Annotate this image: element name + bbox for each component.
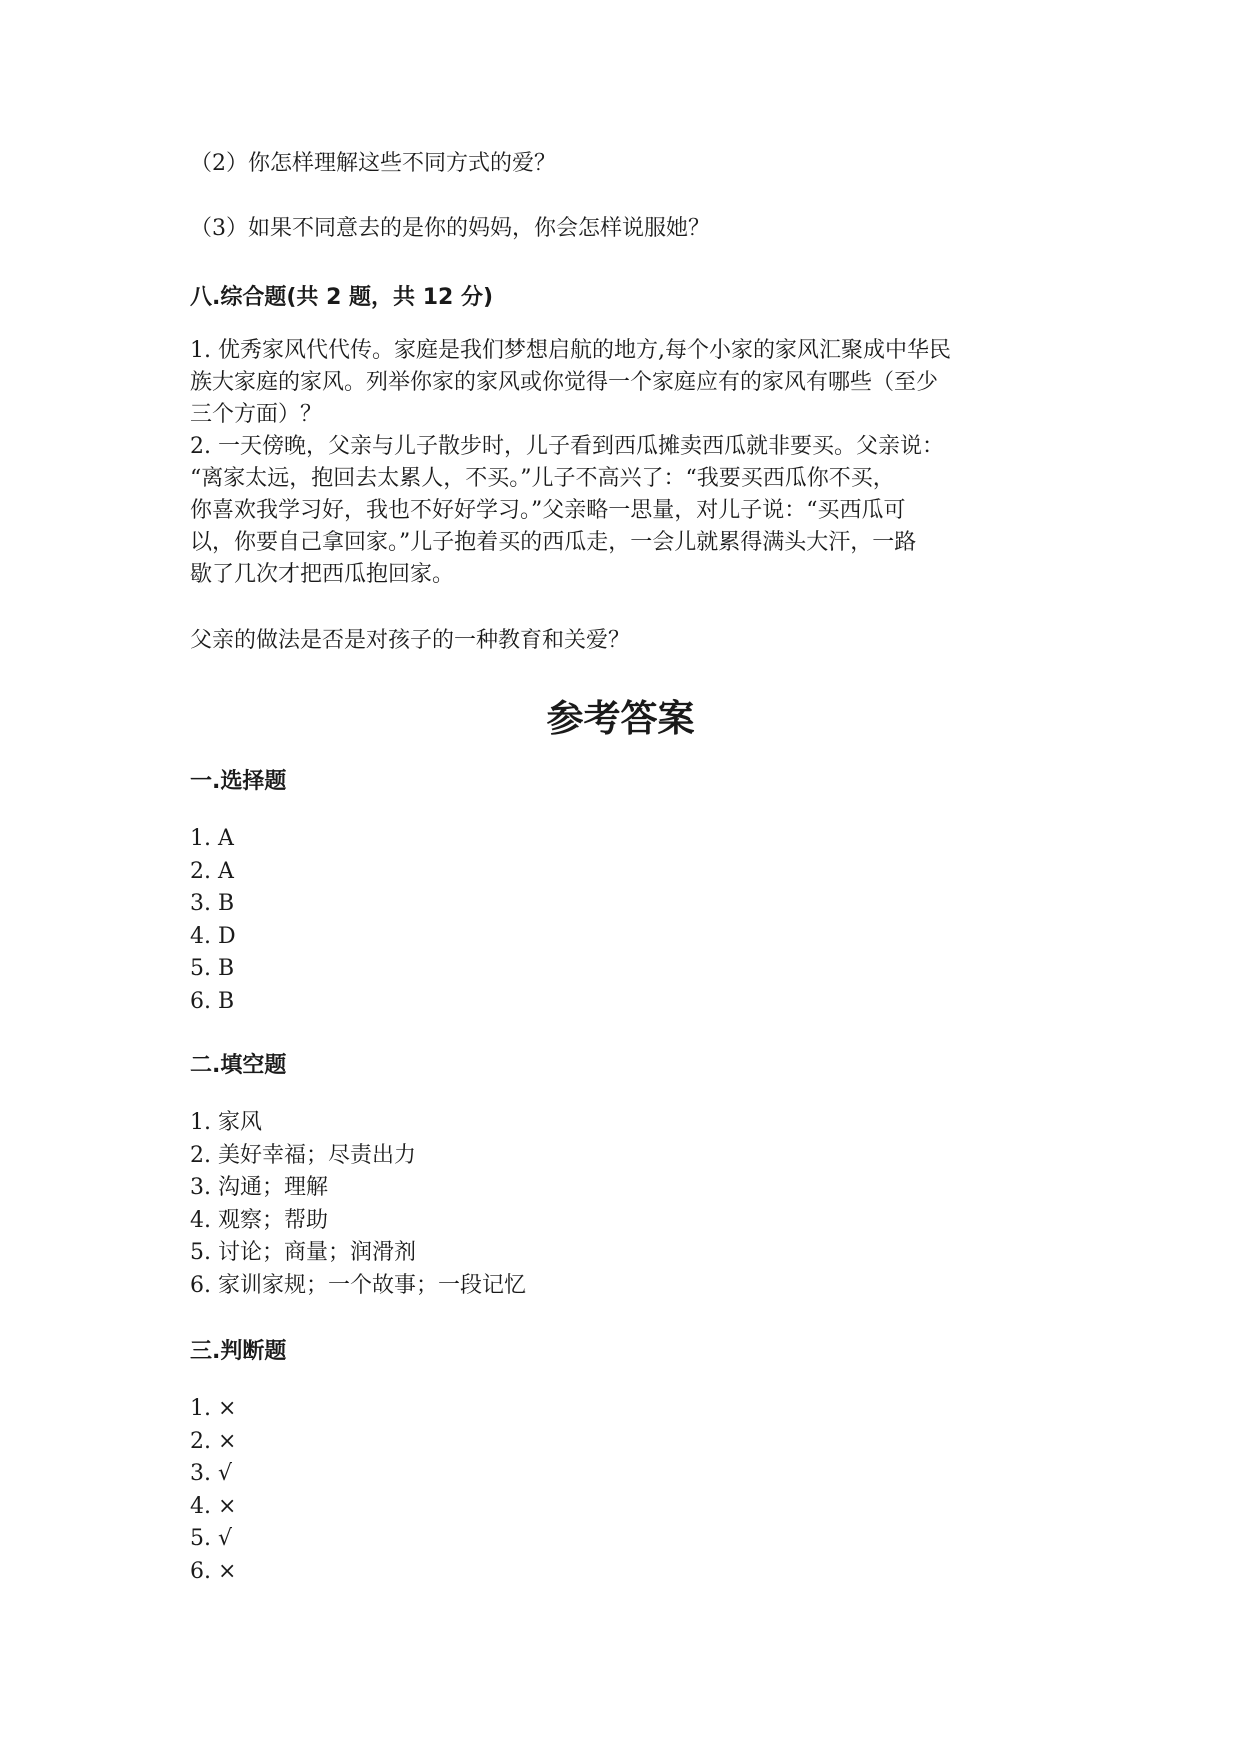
- answer-item: 5. B: [190, 956, 235, 981]
- item2-question: 父亲的做法是否是对孩子的一种教育和关爱？: [190, 628, 631, 653]
- answers-list-choice: [190, 823, 236, 1018]
- answer-item: 1. ×: [190, 1396, 237, 1421]
- answers-section-heading: 三.判断题: [190, 1339, 287, 1364]
- item1-line: 1. 优秀家风代代传。家庭是我们梦想启航的地方,每个小家的家风汇聚成中华民: [190, 338, 951, 363]
- item2-line: 你喜欢我学习好，我也不好好学习。”父亲略一思量，对儿子说：“买西瓜可: [190, 498, 906, 523]
- answers-section-heading: 一.选择题: [190, 769, 287, 794]
- answers-list-fill: [190, 1107, 526, 1302]
- question-2: （2）你怎样理解这些不同方式的爱？: [190, 151, 556, 176]
- item1-line: 族大家庭的家风。列举你家的家风或你觉得一个家庭应有的家风有哪些（至少: [190, 370, 939, 395]
- answer-item: 6. B: [190, 988, 235, 1014]
- answer-item: 3. √: [190, 1461, 233, 1486]
- section-8-heading: 八.综合题(共 2 题，共 12 分): [190, 285, 494, 310]
- item2-line: 歇了几次才把西瓜抱回家。: [190, 562, 455, 587]
- answers-list-judge: [190, 1393, 236, 1588]
- answer-item: 3. B: [190, 891, 235, 916]
- item2-line: 以，你要自己拿回家。”儿子抱着买的西瓜走，一会儿就累得满头大汗，一路: [190, 530, 917, 555]
- item2-line: “离家太远，抱回去太累人，不买。”儿子不高兴了：“我要买西瓜你不买，: [190, 466, 895, 491]
- answers-title: 参考答案: [546, 697, 695, 740]
- answers-section-heading: 二.填空题: [190, 1053, 287, 1078]
- answer-item: 3. 沟通；理解: [190, 1175, 328, 1200]
- question-3: （3）如果不同意去的是你的妈妈，你会怎样说服她？: [190, 216, 710, 241]
- answer-item: 2. ×: [190, 1428, 237, 1454]
- answer-item: 6. ×: [190, 1558, 237, 1584]
- answer-item: 4. D: [190, 923, 236, 949]
- answer-item: 5. 讨论；商量；润滑剂: [190, 1240, 416, 1265]
- answer-item: 2. A: [190, 858, 234, 884]
- answer-item: 2. 美好幸福；尽责出力: [190, 1142, 416, 1168]
- item2-line: 2. 一天傍晚，父亲与儿子散步时，儿子看到西瓜摊卖西瓜就非要买。父亲说：: [190, 434, 944, 459]
- answer-item: 1. A: [190, 826, 234, 851]
- answer-item: 6. 家训家规；一个故事；一段记忆: [190, 1272, 526, 1298]
- item1-line: 三个方面）？: [190, 402, 323, 427]
- answer-item: 5. √: [190, 1526, 233, 1551]
- answer-item: 1. 家风: [190, 1110, 262, 1135]
- answer-item: 4. 观察；帮助: [190, 1207, 328, 1233]
- answer-item: 4. ×: [190, 1493, 237, 1519]
